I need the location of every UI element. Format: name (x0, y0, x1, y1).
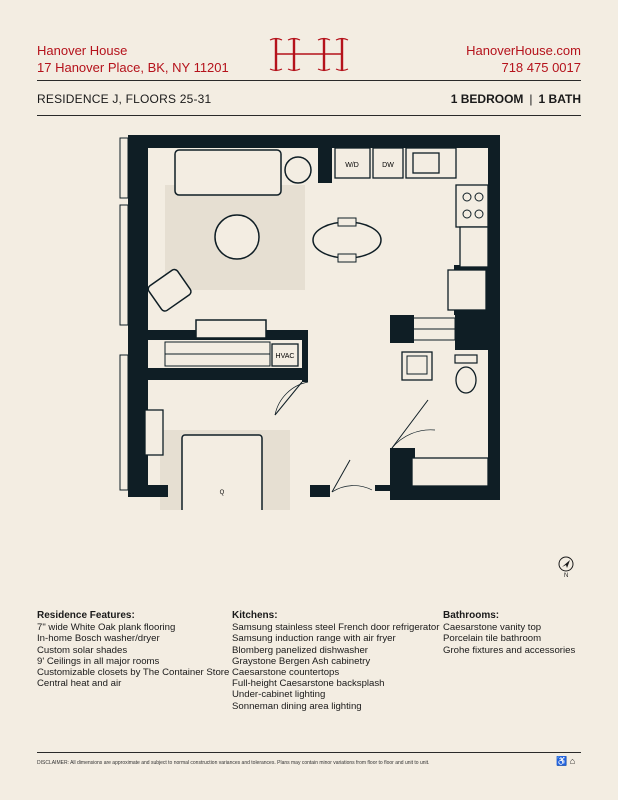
bathroom-features (443, 610, 575, 656)
bathroom-features-title: Bathrooms: (443, 610, 500, 621)
windows (120, 138, 128, 490)
header-right (466, 42, 581, 76)
unit-rooms (451, 92, 581, 106)
title-rule (37, 115, 581, 116)
list-item: Caesarstone countertops (232, 667, 340, 679)
accessibility-icon: ♿ (556, 756, 568, 766)
residence-features (37, 610, 229, 689)
building-address: 17 Hanover Place, BK, NY 11201 (37, 60, 229, 75)
side-table (285, 157, 311, 183)
list-item: Under-cabinet lighting (232, 689, 326, 701)
sofa (175, 150, 281, 195)
refrigerator (448, 270, 486, 310)
dw-label: DW (382, 162, 394, 169)
list-item: 7" wide White Oak plank flooring (37, 622, 176, 634)
residence-features-title: Residence Features: (37, 610, 135, 621)
floor-plan (110, 130, 500, 515)
equal-housing-icon: ⌂ (569, 756, 576, 766)
website-link[interactable]: HanoverHouse.com (466, 43, 581, 58)
header-left (37, 42, 229, 76)
bathroom-count: 1 BATH (538, 92, 581, 106)
list-item: Sonneman dining area lighting (232, 700, 362, 712)
list-item: Graystone Bergen Ash cabinetry (232, 655, 371, 667)
list-item: Samsung induction range with air fryer (232, 633, 396, 645)
bedroom-count: 1 BEDROOM (450, 92, 524, 106)
list-item: Caesarstone vanity top (443, 622, 542, 634)
media-console (196, 320, 266, 338)
dining-table (313, 222, 381, 258)
footer-rule (37, 752, 581, 753)
list-item: In-home Bosch washer/dryer (37, 633, 160, 645)
list-item: Blomberg panelized dishwasher (232, 644, 368, 656)
building-name: Hanover House (37, 43, 128, 58)
hvac-label: HVAC (275, 353, 295, 360)
north-label: N (564, 573, 569, 579)
hh-logo (268, 36, 350, 77)
rooms-separator: | (529, 92, 533, 106)
disclaimer: DISCLAIMER: All dimensions are approximate and subject to normal construction variances and tolerances. Plans may contain minor variations from floor to floor and unit to unit. (37, 760, 430, 766)
toilet (456, 367, 476, 393)
list-item: Customizable closets by The Container Store (37, 667, 230, 679)
coffee-table (215, 215, 259, 259)
list-item: Central heat and air (37, 678, 122, 690)
list-item: Custom solar shades (37, 644, 128, 656)
wd-label: W/D (345, 162, 359, 169)
bathtub (412, 458, 488, 486)
phone-number[interactable]: 718 475 0017 (501, 60, 581, 75)
bed (182, 435, 262, 510)
dresser (145, 410, 163, 455)
unit-title: RESIDENCE J, FLOORS 25-31 (37, 92, 212, 106)
kitchen-features (232, 610, 439, 712)
kitchen-features-title: Kitchens: (232, 610, 278, 621)
list-item: 9' Ceilings in all major rooms (37, 655, 160, 667)
footer-icons (556, 756, 575, 767)
list-item: Grohe fixtures and accessories (443, 644, 576, 656)
bed-mark: Q (219, 490, 225, 496)
list-item: Porcelain tile bathroom (443, 633, 542, 645)
header-rule (37, 80, 581, 81)
list-item: Samsung stainless steel French door refrigerator (232, 622, 440, 634)
list-item: Full-height Caesarstone backsplash (232, 678, 385, 690)
range (456, 185, 488, 227)
